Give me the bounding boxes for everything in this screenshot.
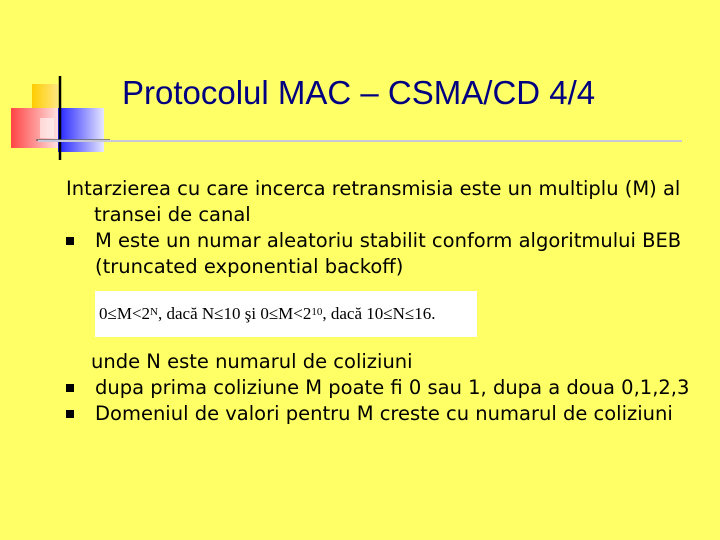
- intro-paragraph: Intarzierea cu care incerca retransmisia este un multiplu (M) al transei de canal: [66, 177, 681, 226]
- formula-part: 0≤M<2: [99, 304, 151, 323]
- decorative-squares: [0, 0, 110, 170]
- formula-part: , dacă N≤10 şi 0≤M<2: [158, 304, 312, 323]
- bullet-item: [66, 401, 696, 427]
- bullet-item: [66, 228, 696, 280]
- formula-exponent: N: [150, 306, 158, 318]
- bullet-text: M este un numar aleatoriu stabilit conform algoritmului BEB (truncated exponential backoff): [95, 229, 682, 278]
- square-bullet-icon: [66, 410, 74, 418]
- title-divider: [38, 140, 682, 142]
- slide-body: [66, 176, 696, 427]
- backoff-formula: [95, 291, 477, 337]
- square-bullet-icon: [66, 384, 74, 392]
- slide-title: Protocolul MAC – CSMA/CD 4/4: [122, 74, 596, 111]
- formula-note: unde N este numarul de coliziuni: [91, 350, 413, 373]
- bullet-text: Domeniul de valori pentru M creste cu numarul de coliziuni: [95, 402, 673, 425]
- square-bullet-icon: [66, 237, 74, 245]
- bullet-text: dupa prima coliziune M poate fi 0 sau 1, dupa a doua 0,1,2,3: [95, 376, 690, 399]
- formula-exponent: 10: [311, 306, 323, 318]
- formula-part: , dacă 10≤N≤16.: [322, 304, 436, 323]
- bullet-item: [66, 375, 696, 401]
